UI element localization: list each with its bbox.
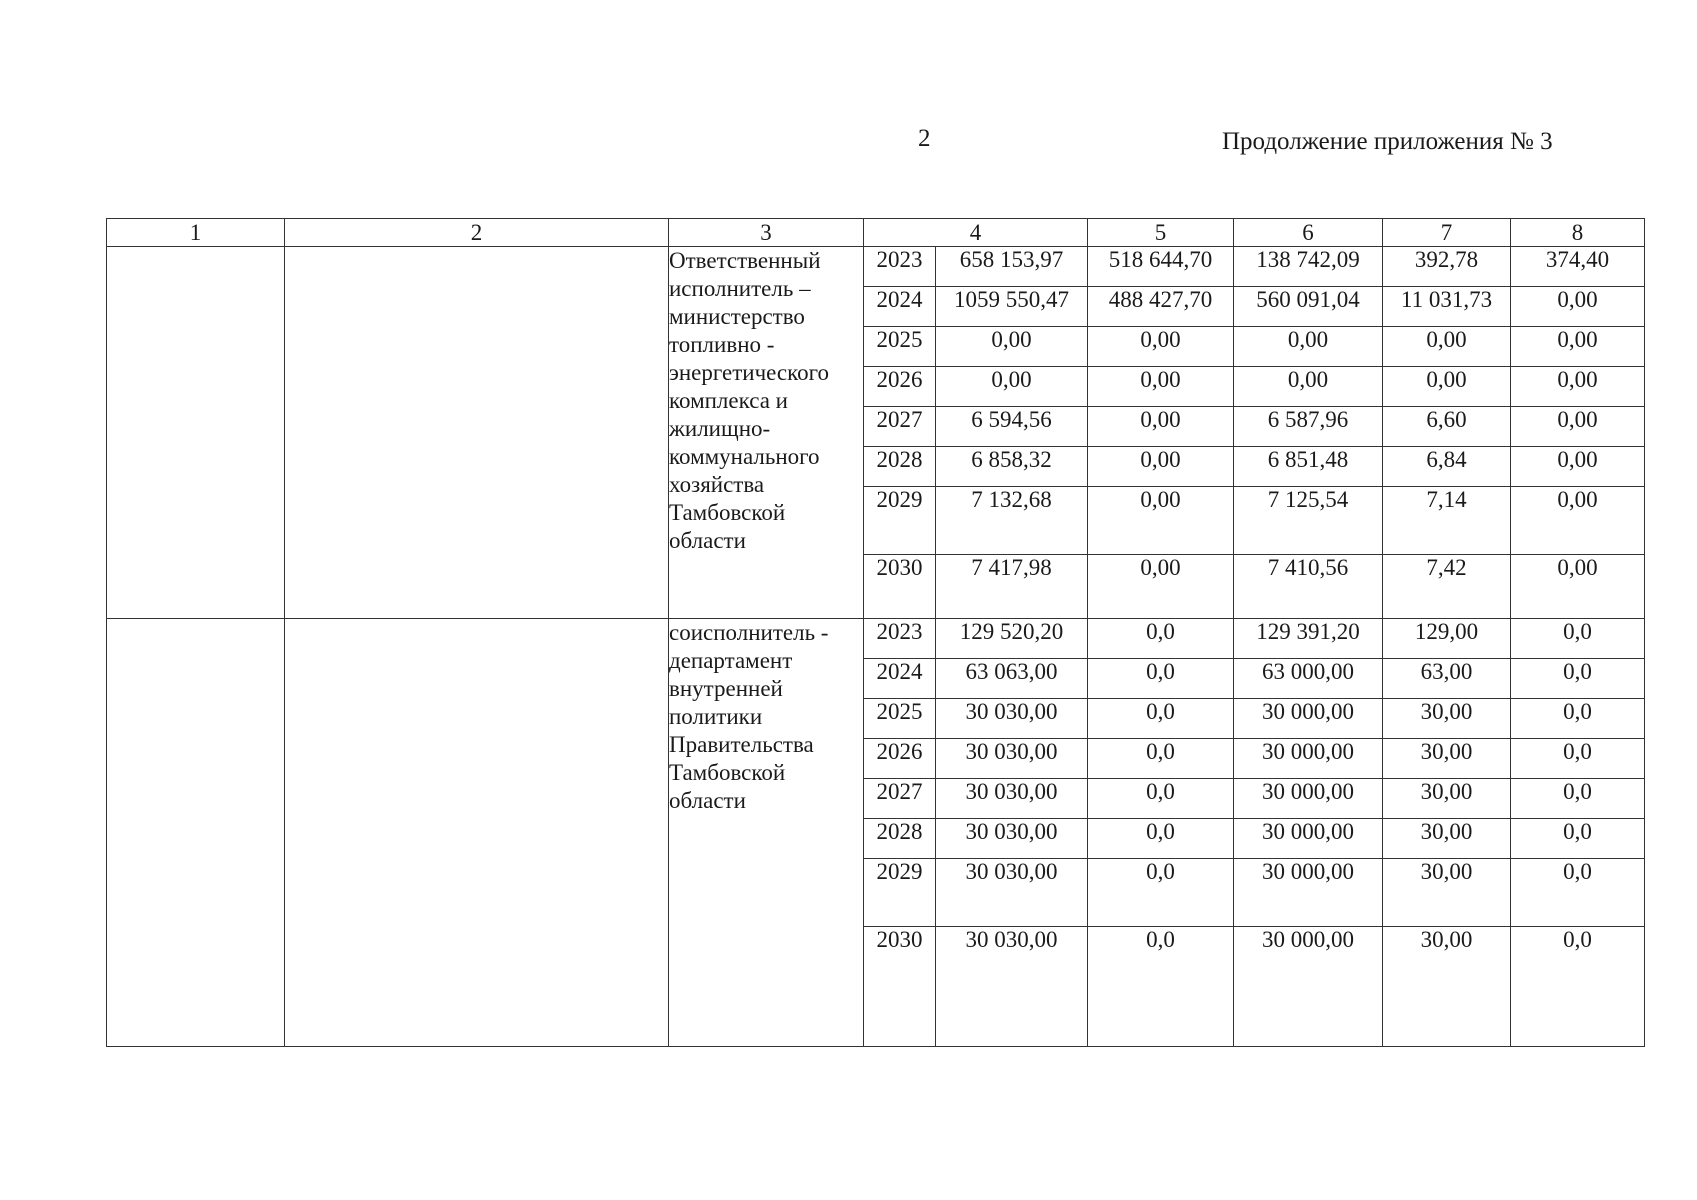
amount-cell: 129 391,20	[1234, 619, 1383, 659]
year-cell: 2025	[864, 327, 936, 367]
amount-cell: 0,00	[936, 367, 1088, 407]
year-cell: 2028	[864, 447, 936, 487]
amount-cell: 0,0	[1511, 779, 1645, 819]
amount-cell: 7,42	[1383, 555, 1511, 619]
amount-cell: 63 000,00	[1234, 659, 1383, 699]
amount-cell: 7,14	[1383, 487, 1511, 555]
empty-cell-col1	[107, 619, 285, 1047]
amount-cell: 30 000,00	[1234, 739, 1383, 779]
year-cell: 2023	[864, 247, 936, 287]
executor-cell	[669, 247, 864, 619]
amount-cell: 138 742,09	[1234, 247, 1383, 287]
amount-cell: 0,0	[1511, 859, 1645, 927]
amount-cell: 0,00	[1234, 327, 1383, 367]
amount-cell: 0,00	[1511, 327, 1645, 367]
amount-cell: 392,78	[1383, 247, 1511, 287]
executor-name: соисполнитель - департамент внутренней политики Правительства Тамбовской области	[669, 620, 829, 813]
amount-cell: 0,00	[1511, 487, 1645, 555]
amount-cell: 30,00	[1383, 739, 1511, 779]
amount-cell: 30 000,00	[1234, 819, 1383, 859]
amount-cell: 0,00	[1383, 367, 1511, 407]
amount-cell: 0,0	[1088, 927, 1234, 1047]
amount-cell: 129,00	[1383, 619, 1511, 659]
amount-cell: 0,0	[1088, 819, 1234, 859]
amount-cell: 30,00	[1383, 779, 1511, 819]
amount-cell: 0,0	[1511, 699, 1645, 739]
column-number: 5	[1088, 219, 1234, 247]
year-cell: 2030	[864, 927, 936, 1047]
amount-cell: 7 132,68	[936, 487, 1088, 555]
column-number: 3	[669, 219, 864, 247]
empty-cell-col2	[285, 619, 669, 1047]
amount-cell: 7 410,56	[1234, 555, 1383, 619]
year-cell: 2026	[864, 367, 936, 407]
amount-cell: 0,0	[1088, 699, 1234, 739]
table-row	[107, 619, 1645, 659]
empty-cell-col1	[107, 247, 285, 619]
page-number: 2	[918, 125, 931, 152]
amount-cell: 6 587,96	[1234, 407, 1383, 447]
year-cell: 2027	[864, 779, 936, 819]
amount-cell: 30 000,00	[1234, 779, 1383, 819]
amount-cell: 0,00	[1234, 367, 1383, 407]
amount-cell: 0,0	[1511, 619, 1645, 659]
amount-cell: 7 125,54	[1234, 487, 1383, 555]
amount-cell: 0,00	[1088, 327, 1234, 367]
executor-name: Ответственный исполнитель – министерство топливно - энергетического комплекса и жилищно-коммунального хозяйства Тамбовской области	[669, 248, 830, 553]
amount-cell: 7 417,98	[936, 555, 1088, 619]
amount-cell: 488 427,70	[1088, 287, 1234, 327]
amount-cell: 0,0	[1088, 619, 1234, 659]
amount-cell: 518 644,70	[1088, 247, 1234, 287]
amount-cell: 30 000,00	[1234, 927, 1383, 1047]
amount-cell: 0,00	[1511, 407, 1645, 447]
amount-cell: 30 030,00	[936, 859, 1088, 927]
amount-cell: 0,00	[1088, 407, 1234, 447]
amount-cell: 374,40	[1511, 247, 1645, 287]
amount-cell: 129 520,20	[936, 619, 1088, 659]
appendix-continuation-title: Продолжение приложения № 3	[1222, 128, 1553, 155]
empty-cell-col2	[285, 247, 669, 619]
amount-cell: 0,00	[1511, 555, 1645, 619]
amount-cell: 0,0	[1088, 739, 1234, 779]
amount-cell: 6,84	[1383, 447, 1511, 487]
amount-cell: 0,00	[1088, 367, 1234, 407]
amount-cell: 658 153,97	[936, 247, 1088, 287]
amount-cell: 6 594,56	[936, 407, 1088, 447]
year-cell: 2030	[864, 555, 936, 619]
amount-cell: 0,0	[1511, 819, 1645, 859]
year-cell: 2025	[864, 699, 936, 739]
amount-cell: 6 858,32	[936, 447, 1088, 487]
amount-cell: 30 030,00	[936, 819, 1088, 859]
amount-cell: 0,0	[1088, 859, 1234, 927]
column-number: 4	[864, 219, 1088, 247]
amount-cell: 30,00	[1383, 819, 1511, 859]
amount-cell: 560 091,04	[1234, 287, 1383, 327]
column-number: 2	[285, 219, 669, 247]
amount-cell: 6 851,48	[1234, 447, 1383, 487]
amount-cell: 0,0	[1511, 927, 1645, 1047]
column-number: 6	[1234, 219, 1383, 247]
table-row	[107, 247, 1645, 287]
amount-cell: 0,00	[936, 327, 1088, 367]
amount-cell: 0,00	[1383, 327, 1511, 367]
year-cell: 2027	[864, 407, 936, 447]
amount-cell: 30,00	[1383, 699, 1511, 739]
amount-cell: 30 030,00	[936, 779, 1088, 819]
column-number: 8	[1511, 219, 1645, 247]
year-cell: 2028	[864, 819, 936, 859]
funding-table	[106, 218, 1645, 1047]
year-cell: 2024	[864, 659, 936, 699]
amount-cell: 0,0	[1511, 739, 1645, 779]
amount-cell: 0,00	[1088, 555, 1234, 619]
column-number: 1	[107, 219, 285, 247]
amount-cell: 30 000,00	[1234, 699, 1383, 739]
amount-cell: 30,00	[1383, 859, 1511, 927]
year-cell: 2024	[864, 287, 936, 327]
amount-cell: 0,0	[1088, 779, 1234, 819]
column-number: 7	[1383, 219, 1511, 247]
year-cell: 2029	[864, 487, 936, 555]
amount-cell: 0,00	[1511, 287, 1645, 327]
amount-cell: 30 030,00	[936, 739, 1088, 779]
funding-table-body	[107, 247, 1645, 1047]
executor-cell	[669, 619, 864, 1047]
amount-cell: 0,00	[1088, 487, 1234, 555]
amount-cell: 30,00	[1383, 927, 1511, 1047]
amount-cell: 0,00	[1511, 447, 1645, 487]
amount-cell: 63 063,00	[936, 659, 1088, 699]
amount-cell: 0,00	[1511, 367, 1645, 407]
amount-cell: 0,0	[1088, 659, 1234, 699]
amount-cell: 1059 550,47	[936, 287, 1088, 327]
column-number-row	[107, 219, 1645, 247]
year-cell: 2023	[864, 619, 936, 659]
amount-cell: 11 031,73	[1383, 287, 1511, 327]
amount-cell: 6,60	[1383, 407, 1511, 447]
amount-cell: 0,00	[1088, 447, 1234, 487]
amount-cell: 63,00	[1383, 659, 1511, 699]
year-cell: 2026	[864, 739, 936, 779]
year-cell: 2029	[864, 859, 936, 927]
amount-cell: 30 000,00	[1234, 859, 1383, 927]
amount-cell: 30 030,00	[936, 699, 1088, 739]
amount-cell: 0,0	[1511, 659, 1645, 699]
amount-cell: 30 030,00	[936, 927, 1088, 1047]
